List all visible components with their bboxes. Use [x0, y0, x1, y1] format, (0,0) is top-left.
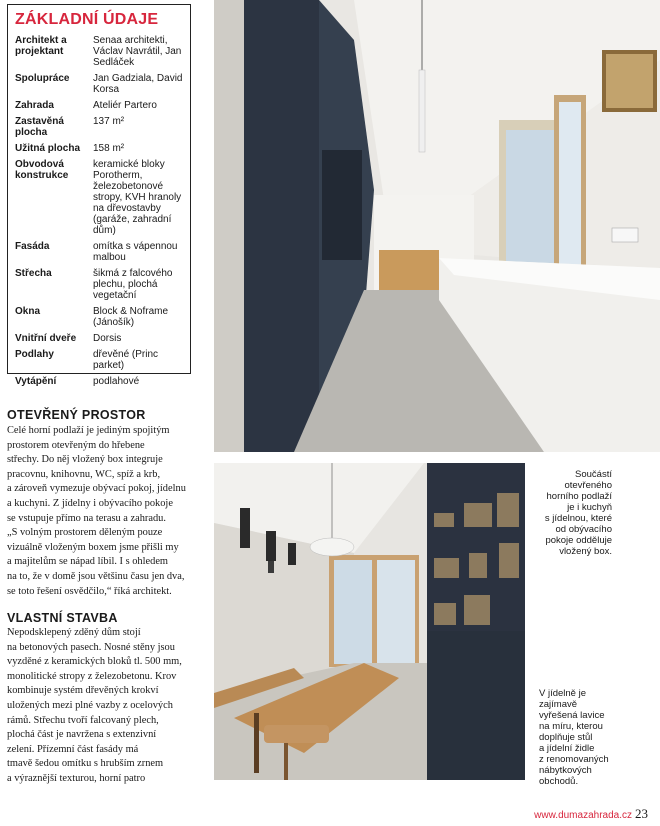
- info-row: [15, 306, 184, 328]
- info-row: [15, 333, 184, 344]
- page-footer: [534, 806, 648, 822]
- info-value: šikmá z falcového plechu, plochá vegetační: [93, 268, 173, 301]
- text-line: na to, že v domě jsou většinu času jen dva,: [7, 570, 185, 582]
- caption-line: z renomovaných: [539, 754, 609, 765]
- photo-caption-box: [534, 469, 612, 557]
- info-list: [15, 35, 184, 387]
- kitchen-photo: [214, 0, 660, 452]
- caption-line: s jídelnou, které: [544, 513, 612, 524]
- text-line: pracovnu, knihovnu, WC, spíž a krb,: [7, 468, 161, 480]
- info-value: Jan Gadziala, David Korsa: [93, 73, 183, 95]
- text-line: monolitické stropy z železobetonu. Krov: [7, 670, 177, 682]
- info-label: Zastavěná plocha: [15, 116, 64, 138]
- photo-caption-dining: [539, 688, 619, 787]
- caption-line: obchodů.: [539, 776, 579, 787]
- article-text-open-space: [7, 424, 197, 599]
- caption-line: vyřešená lavice: [539, 710, 605, 721]
- text-line: uložených mezi plné vazby z ocelových: [7, 699, 173, 711]
- info-label: Zahrada: [15, 100, 54, 111]
- info-row: [15, 100, 184, 111]
- caption-line: na míru, kterou: [539, 721, 603, 732]
- caption-line: V jídelně je: [539, 688, 587, 699]
- info-label: Vnitřní dveře: [15, 333, 77, 344]
- info-value: Senaa architekti, Václav Navrátil, Jan Sedláček: [93, 35, 182, 68]
- info-label: Fasáda: [15, 241, 50, 252]
- info-value: Block & Noframe (Jánošík): [93, 306, 169, 328]
- caption-line: a jídelní židle: [539, 743, 595, 754]
- info-row: [15, 73, 184, 95]
- page-number: 23: [635, 806, 648, 821]
- info-value: 158 m²: [93, 143, 125, 154]
- text-line: a kuchyni. Z jídelny i obývacího pokoje: [7, 497, 173, 509]
- info-value: 137 m²: [93, 116, 125, 127]
- basic-info-box: [7, 4, 191, 387]
- info-value: Ateliér Partero: [93, 100, 157, 111]
- text-line: Celé horní podlaží je jediným spojitým: [7, 425, 170, 436]
- info-label: Spolupráce: [15, 73, 70, 84]
- info-row: [15, 376, 184, 387]
- caption-line: otevřeného: [564, 480, 612, 491]
- website-url: www.dumazahrada.cz: [534, 810, 632, 821]
- info-row: [15, 159, 184, 236]
- info-value: Dorsis: [93, 333, 122, 344]
- info-value: keramické bloky Porotherm, železobetonové stropy, KVH hranoly na dřevostavby (garáže, zahradní dům): [93, 159, 182, 236]
- info-label: Užitná plocha: [15, 143, 81, 154]
- info-row: [15, 116, 184, 138]
- caption-line: pokoje odděluje: [545, 535, 612, 546]
- info-value: podlahové: [93, 376, 140, 387]
- dining-room-photo: [214, 463, 525, 780]
- text-line: vizuálně vloženým boxem jsme přišli my: [7, 541, 179, 553]
- text-line: „S volným prostorem děleným pouze: [7, 527, 163, 539]
- caption-line: zajímavě: [539, 699, 578, 710]
- text-line: zelení. Přízemní část fasády má: [7, 743, 139, 755]
- text-line: kombinuje systém dřevěných krokví: [7, 685, 159, 697]
- info-label: Střecha: [15, 268, 52, 279]
- info-value: omítka s vápennou malbou: [93, 241, 178, 263]
- info-label: Okna: [15, 306, 41, 317]
- caption-line: Součástí: [575, 469, 612, 480]
- text-line: prostorem otevřeným do hřebene: [7, 439, 145, 451]
- caption-line: vložený box.: [559, 546, 612, 557]
- text-line: vyzděné z keramických bloků tl. 500 mm,: [7, 656, 182, 668]
- text-line: se toto řešení osvědčilo,“ říká architekt.: [7, 585, 172, 597]
- text-line: na betonových pasech. Nosné stěny jsou: [7, 641, 175, 653]
- info-row: [15, 143, 184, 154]
- caption-line: je i kuchyň: [567, 502, 612, 513]
- info-value: dřevěné (Princ parket): [93, 349, 159, 371]
- text-line: tmavě šedou omítku s hrubším zrnem: [7, 758, 164, 770]
- info-label: Podlahy: [15, 349, 54, 360]
- text-line: Nepodsklepený zděný dům stojí: [7, 627, 141, 638]
- info-box-title: ZÁKLADNÍ ÚDAJE: [15, 11, 159, 28]
- text-line: a zároveň vymezuje obývací pokoj, jídelnu: [7, 483, 186, 495]
- section-title-construction: VLASTNÍ STAVBA: [7, 611, 118, 625]
- text-line: střechy. Do něj vložený box integruje: [7, 454, 163, 466]
- text-line: a výraznější texturou, horní patro: [7, 772, 146, 784]
- text-line: rámů. Střechu tvoří falcovaný plech,: [7, 714, 159, 726]
- caption-line: od obývacího: [555, 524, 612, 535]
- info-row: [15, 241, 184, 263]
- caption-line: nábytkových: [539, 765, 592, 776]
- article-text-construction: [7, 626, 197, 787]
- info-row: [15, 268, 184, 301]
- text-line: se vstupuje přímo na terasu a zahradu.: [7, 512, 166, 524]
- section-title-open-space: OTEVŘENÝ PROSTOR: [7, 408, 146, 422]
- info-row: [15, 35, 184, 68]
- text-line: a majitelům se nápad líbil. I s ohledem: [7, 556, 169, 568]
- info-label: Vytápění: [15, 376, 57, 387]
- info-label: Architekt a projektant: [15, 35, 67, 57]
- caption-line: doplňuje stůl: [539, 732, 593, 743]
- info-row: [15, 349, 184, 371]
- caption-line: horního podlaží: [546, 491, 612, 502]
- info-label: Obvodová konstrukce: [15, 159, 69, 181]
- text-line: plochá část je navržena s extenzivní: [7, 729, 157, 741]
